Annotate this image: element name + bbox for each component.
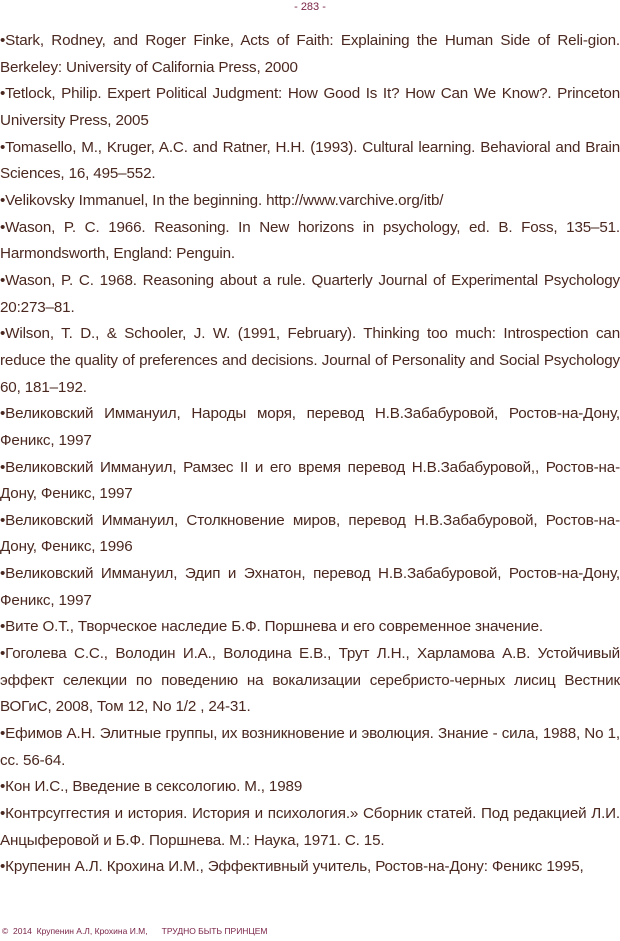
footer-book-title: ТРУДНО БЫТЬ ПРИНЦЕМ [161,926,268,936]
reference-item: •Крупенин А.Л. Крохина И.М., Эффективный учитель, Ростов-на-Дону: Феникс 1995, [0,858,584,876]
reference-item: •Tetlock, Philip. Expert Political Judgment: How Good Is It? How Can We Know?. Princeton University Press, 2005 [0,85,620,129]
reference-item: •Великовский Иммануил, Рамзес II и его время перевод Н.В.Забабуровой,, Ростов-на-Дону, Феникс, 1997 [0,458,620,503]
reference-item: •Великовский Иммануил, Столкновение миров, перевод Н.В.Забабуровой, Ростов-на-Дону, Феникс, 1996 [0,511,620,556]
reference-item: •Гоголева С.С., Володин И.А., Володина Е.В., Трут Л.Н., Харламова А.В. Устойчивый эффект селекции по поведению на вокализации серебристо-черных лисиц Вестник ВОГиС, 2008, Том 12, No 1/2 , 24-31. [0,645,620,716]
page-footer [2,926,272,936]
reference-item: •Кон И.С., Введение в сексологию. М., 1989 [0,778,303,796]
reference-item: •Великовский Иммануил, Эдип и Эхнатон, перевод Н.В.Забабуровой, Ростов-на-Дону, Феникс, 1997 [0,565,620,609]
reference-item: •Wason, P. C. 1966. Reasoning. In New horizons in psychology, ed. B. Foss, 135–51. Harmondsworth, England: Penguin. [0,218,620,263]
reference-item: •Ефимов А.Н. Элитные группы, их возникновение и эволюция. Знание - сила, 1988, No 1, сс. 56-64. [0,725,620,769]
reference-item: •Вите О.Т., Творческое наследие Б.Ф. Поршнева и его современное значение. [0,618,543,636]
footer-copyright: © 2014 Крупенин А.Л, Крохина И.М, [2,926,148,936]
page-number: - 283 - [294,1,326,13]
reference-item: •Tomasello, M., Kruger, A.C. and Ratner, H.H. (1993). Cultural learning. Behavioral and Brain Sciences, 16, 495–552. [0,138,620,183]
reference-list [0,28,620,881]
reference-item: •Великовский Иммануил, Народы моря, перевод Н.В.Забабуровой, Ростов-на-Дону, Феникс, 1997 [0,405,620,449]
reference-item: •Wason, P. C. 1968. Reasoning about a rule. Quarterly Journal of Experimental Psychology 20:273–81. [0,271,620,316]
reference-item: •Wilson, T. D., & Schooler, J. W. (1991, February). Thinking too much: Introspection can reduce the quality of preferences and decisions. Journal of Personality and Social Psychology 60, 181–192. [0,325,620,396]
reference-item: •Контрсуггестия и история. История и психология.» Сборник статей. Под редакцией Л.И. Анцыферовой и Б.Ф. Поршнева. М.: Наука, 1971. С. 15. [0,805,620,849]
reference-item: •Velikovsky Immanuel, In the beginning. http://www.varchive.org/itb/ [0,191,444,209]
reference-item: •Stark, Rodney, and Roger Finke, Acts of Faith: Explaining the Human Side of Reli-gion. Berkeley: University of California Press, 2000 [0,32,620,76]
